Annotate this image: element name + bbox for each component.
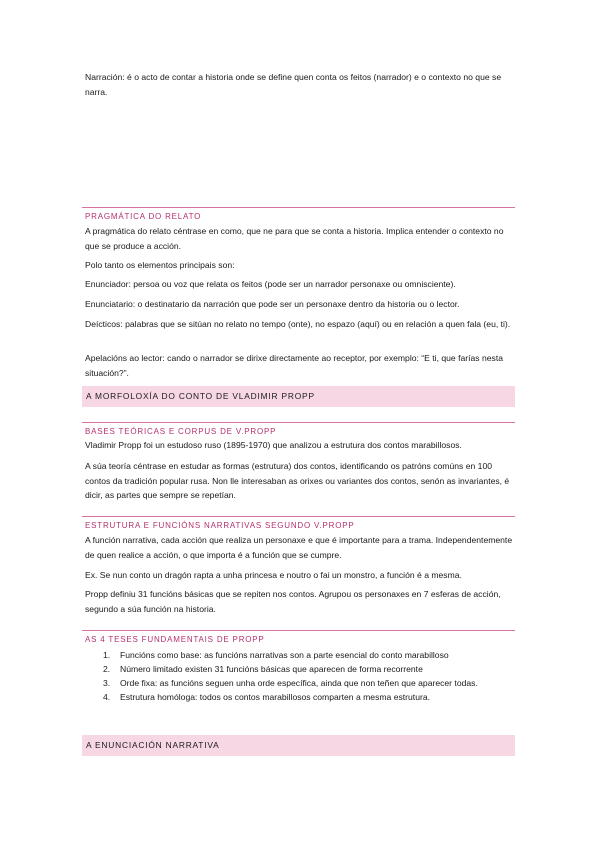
section-divider xyxy=(82,422,515,423)
section-heading-teses: AS 4 TESES FUNDAMENTAIS DE PROPP xyxy=(85,635,265,644)
bases-paragraph-2: A súa teoría céntrase en estudar as formas (estrutura) dos contos, identificando os patróns comúns en 100 contos da tradición popular rusa. Non lle interesaban as orixes ou variantes dos contos, senón as invariantes, é dicir, as partes que sempre se repetían. xyxy=(85,461,510,500)
estrutura-paragraph-1: A función narrativa, cada acción que realiza un personaxe e que é importante para a trama. Independentemente de quen realice a acción, o que importa é a función que se cumpre. xyxy=(85,535,513,560)
section-band-enunciacion: A ENUNCIACIÓN NARRATIVA xyxy=(82,735,515,756)
list-item: 1. Funcións como base: as funcións narrativas son a parte esencial do conto marabilloso xyxy=(103,650,449,660)
list-item: 3. Orde fixa: as funcións seguen unha orde específica, ainda que non teñen que aparecer todas. xyxy=(103,678,478,688)
estrutura-paragraph-3: Propp definiu 31 funcións básicas que se repiten nos contos. Agrupou os personaxes en 7 esferas de acción, segundo a súa función na historia. xyxy=(85,589,501,614)
pragmatica-paragraph-5: Deícticos: palabras que se sitúan no relato no tempo (onte), no espazo (aquí) ou en relación a quen fala (eu, ti). xyxy=(85,319,511,329)
list-item: 2. Número limitado existen 31 funcións básicas que aparecen de forma recorrente xyxy=(103,664,423,674)
teses-list xyxy=(85,648,515,704)
estrutura-paragraph-2: Ex. Se nun conto un dragón rapta a unha princesa e noutro o fai un monstro, a función é a mesma. xyxy=(85,570,462,580)
section-band-morfoloxia: A MORFOLOXÍA DO CONTO DE VLADIMIR PROPP xyxy=(82,386,515,407)
intro-paragraph: Narración: é o acto de contar a historia onde se define quen conta os feitos (narrador) e o contexto no que se narra. xyxy=(85,72,502,97)
section-divider xyxy=(82,516,515,517)
section-heading-estrutura: ESTRUTURA E FUNCIÓNS NARRATIVAS SEGUNDO V.PROPP xyxy=(85,521,355,530)
section-heading-pragmatica: PRAGMÁTICA DO RELATO xyxy=(85,212,202,221)
bases-paragraph-1: Vladimir Propp foi un estudoso ruso (1895-1970) que analizou a estrutura dos contos marabillosos. xyxy=(85,440,462,450)
section-heading-bases: BASES TEÓRICAS E CORPUS DE V.PROPP xyxy=(85,427,277,436)
section-divider xyxy=(82,630,515,631)
pragmatica-paragraph-4: Enunciatario: o destinatario da narración que pode ser un personaxe dentro da historia ou o lector. xyxy=(85,299,460,309)
pragmatica-paragraph-1: A pragmática do relato céntrase en como, que ne para que se conta a historia. Implica entender o contexto no que se produce a acción. xyxy=(85,226,504,251)
pragmatica-paragraph-3: Enunciador: persoa ou voz que relata os feitos (pode ser un narrador personaxe ou omnisciente). xyxy=(85,279,456,289)
pragmatica-paragraph-6: Apelacións ao lector: cando o narrador se dirixe directamente ao receptor, por exemplo: “E ti, que farías nesta situación?”. xyxy=(85,353,503,378)
list-item: 4. Estrutura homóloga: todos os contos marabillosos comparten a mesma estrutura. xyxy=(103,692,431,702)
pragmatica-paragraph-2: Polo tanto os elementos principais son: xyxy=(85,260,235,270)
section-divider xyxy=(82,207,515,208)
